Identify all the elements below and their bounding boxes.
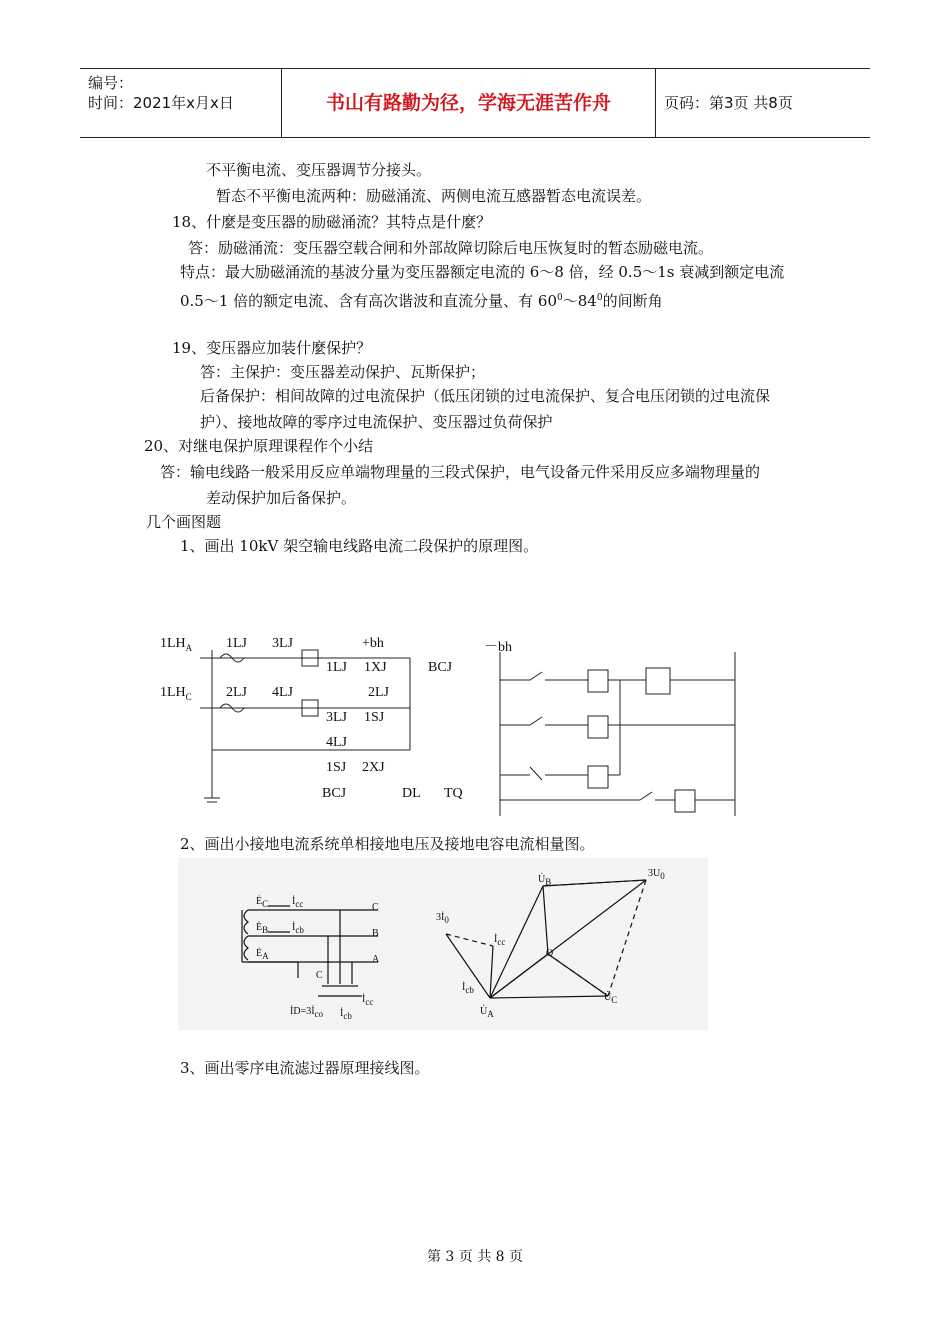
answer-18: 答：励磁涌流：变压器空载合闸和外部故障切除后电压恢复时的暂态励磁电流。 xyxy=(188,239,714,257)
label-b: B xyxy=(372,928,379,939)
label-icb2: $İ_{cb}$ xyxy=(340,1008,352,1021)
phasor-diagram-drawing xyxy=(178,858,708,1030)
label-ua: $U̇_A$ xyxy=(480,1006,494,1019)
label-icc2: $İ_{cc}$ xyxy=(362,994,374,1007)
answer-20-1: 答：输电线路一般采用反应单端物理量的三段式保护，电气设备元件采用反应多端物理量的 xyxy=(160,463,761,481)
label-1lj-b: 1LJ xyxy=(326,660,347,675)
label-1sj: 1SJ xyxy=(364,710,385,725)
time-label: 时间：2021年x月x日 xyxy=(88,94,234,112)
label-icb: $İ_{cb}$ xyxy=(292,922,304,935)
label-bcj: BCJ xyxy=(428,660,453,675)
label-icc3: $İ_{cc}$ xyxy=(494,934,506,947)
label-icb3: $İ_{cb}$ xyxy=(462,982,474,995)
header-left-cell xyxy=(80,69,282,137)
label-3i0: $3İ_0$ xyxy=(436,912,449,925)
question-19: 19、变压器应加装什麼保护？ xyxy=(172,339,372,357)
label-ec: $Ė_C$ xyxy=(256,896,269,909)
page-info: 页码：第3页 共8页 xyxy=(664,94,793,112)
label-o: O xyxy=(546,948,554,959)
text-line: 暂态不平衡电流两种：励磁涌流、两侧电流互感器暂态电流误差。 xyxy=(216,187,652,205)
label-1lj: 1LJ xyxy=(226,636,247,651)
drawing-3-title: 3、画出零序电流滤过器原理接线图。 xyxy=(180,1059,430,1077)
label-3u0: $3U_0$ xyxy=(648,868,665,881)
label-4lj-b: 4LJ xyxy=(326,735,347,750)
answer-19-main: 答：主保护：变压器差动保护、瓦斯保护； xyxy=(200,363,486,381)
answer-20-2: 差动保护加后备保护。 xyxy=(206,489,357,507)
drawings-title: 几个画图题 xyxy=(146,513,222,531)
page-footer: 第 3 页 共 8 页 xyxy=(426,1249,524,1265)
page-header xyxy=(80,68,870,138)
label-bcj-b: BCJ xyxy=(322,786,347,801)
drawing-1-title: 1、画出 10kV 架空输电线路电流二段保护的原理图。 xyxy=(180,537,539,555)
code-label: 编号： xyxy=(88,74,134,92)
label-3lj-b: 3LJ xyxy=(326,710,347,725)
label-c: C xyxy=(372,902,379,913)
motto: 书山有路勤为径，学海无涯苦作舟 xyxy=(282,69,656,137)
label-4lj: 4LJ xyxy=(272,685,293,700)
drawing-2-title: 2、画出小接地电流系统单相接地电压及接地电容电流相量图。 xyxy=(180,835,595,853)
label-plus-bh: +bh xyxy=(362,636,384,651)
label-minus-bh: －bh xyxy=(484,640,512,655)
label-2lj: 2LJ xyxy=(226,685,247,700)
label-a: A xyxy=(372,954,380,965)
label-icc: $İ_{cc}$ xyxy=(292,896,304,909)
answer-19-backup-1: 后备保护：相间故障的过电流保护（低压闭锁的过电流保护、复合电压闭锁的过电流保 xyxy=(200,387,771,405)
question-20: 20、对继电保护原理课程作个小结 xyxy=(144,437,374,455)
label-1xj: 1XJ xyxy=(364,660,387,675)
label-ub: $U̇_B$ xyxy=(538,874,552,887)
label-1sj-b: 1SJ xyxy=(326,760,347,775)
label-eb: $Ė_B$ xyxy=(256,922,269,935)
answer-18-feature-1: 特点：最大励磁涌流的基波分量为变压器额定电流的 6～8 倍，经 0.5～1s 衰减到额定电流 xyxy=(180,263,785,281)
answer-19-backup-2: 护）、接地故障的零序过电流保护、变压器过负荷保护 xyxy=(200,413,553,431)
label-2lj-b: 2LJ xyxy=(368,685,389,700)
label-1lhc: $1LH_C$ xyxy=(160,685,192,702)
label-id: $İD=3İ_{co}$ xyxy=(290,1006,324,1019)
text-line: 不平衡电流、变压器调节分接头。 xyxy=(206,161,432,179)
label-1lha: $1LH_A$ xyxy=(160,636,193,653)
protection-circuit-diagram xyxy=(150,640,750,820)
label-ea: $Ė_A$ xyxy=(256,948,269,961)
label-dl: DL xyxy=(402,786,421,801)
answer-18-feature-2: 0.5～1 倍的额定电流、含有高次谐波和直流分量、有 $60^0\sim 84^0$的间断角 xyxy=(180,292,663,310)
label-3lj: 3LJ xyxy=(272,636,293,651)
label-cap-c: C xyxy=(316,970,323,981)
question-18: 18、什麼是变压器的励磁涌流？其特点是什麼？ xyxy=(172,213,492,231)
label-uc: $U̇_C$ xyxy=(604,992,618,1005)
label-2xj: 2XJ xyxy=(362,760,385,775)
label-tq: TQ xyxy=(444,786,463,801)
